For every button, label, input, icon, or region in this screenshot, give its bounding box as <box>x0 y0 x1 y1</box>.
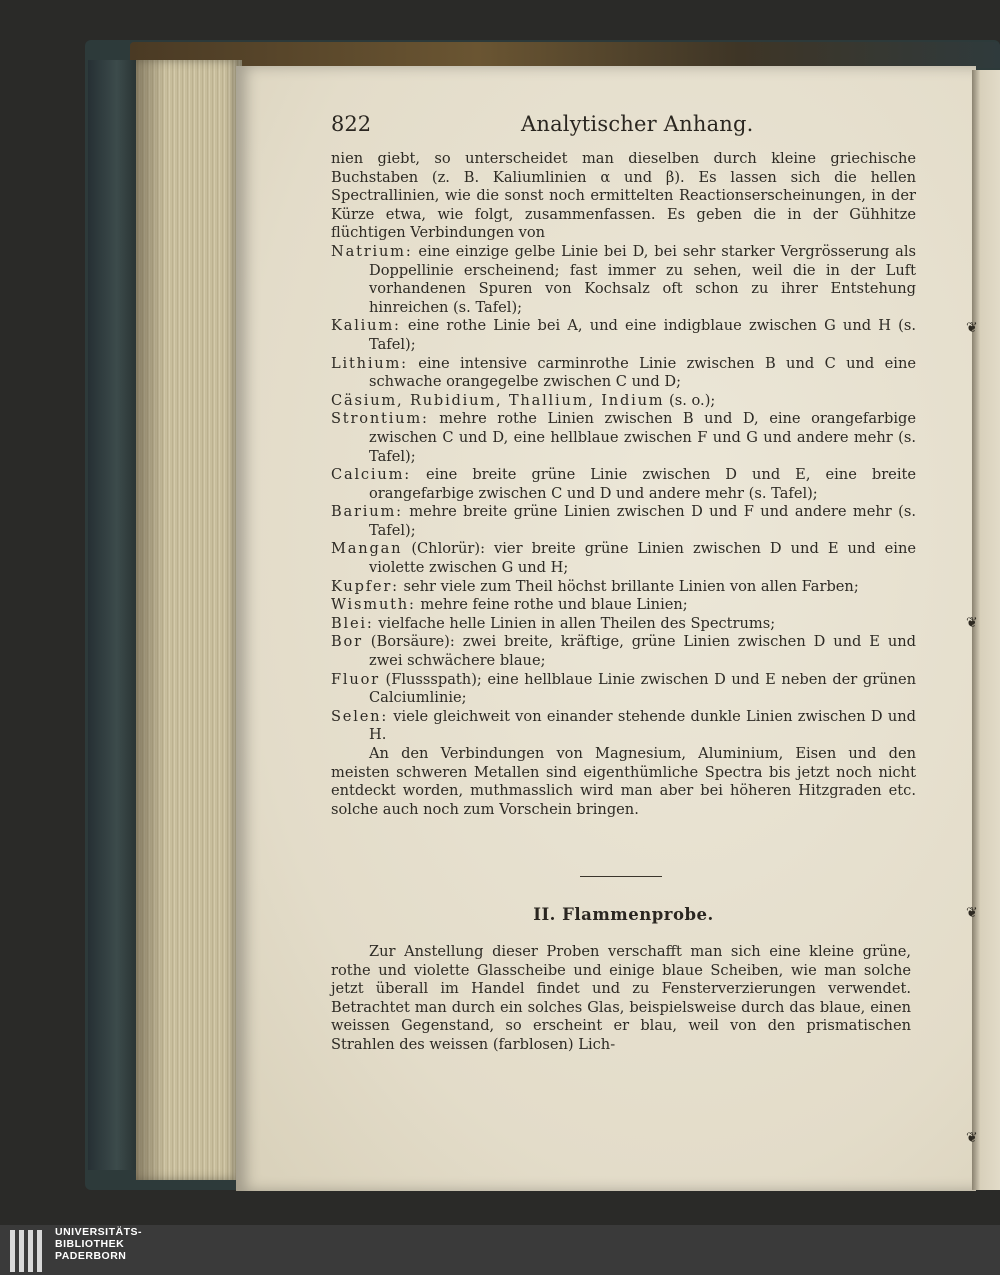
spectral-entry <box>331 243 916 317</box>
spectral-entry <box>331 392 916 411</box>
book-spine <box>88 60 136 1170</box>
logo-line: UNIVERSITÄTS- <box>55 1226 143 1238</box>
library-logo-text <box>55 1226 142 1262</box>
intro-paragraph: nien giebt, so unterscheidet man dieselben durch kleine griechische Buchstaben (z. B. Kaliumlinien α und β). Es lassen sich die hellen Spectrallinien, wie die sonst noch ermittelten Reactionserscheinungen, in der Kürze etwa, wie folgt, zusammenfassen. Es geben die in der Gühhitze flüchtigen Verbindungen von <box>331 150 916 242</box>
running-title: Analytischer Anhang. <box>521 112 754 136</box>
element-term: Bor <box>331 633 363 651</box>
element-term: Kalium: <box>331 317 401 335</box>
page-edges-shade <box>136 60 166 1180</box>
entry-description: viele gleichweit von einander stehende dunkle Linien zwischen D und H. <box>369 707 916 744</box>
section-divider <box>580 876 662 877</box>
page-number: 822 <box>331 112 372 136</box>
element-term: Natrium: <box>331 242 413 260</box>
page-header <box>331 112 921 142</box>
section-title: II. Flammenprobe. <box>533 905 714 924</box>
entry-description: mehre feine rothe und blaue Linien; <box>415 596 688 614</box>
spectral-entry <box>331 578 916 597</box>
element-term: Cäsium, Rubidium, Thallium, Indium <box>331 391 665 409</box>
element-term: Blei: <box>331 614 374 632</box>
entry-description: vielfache helle Linien in allen Theilen des Spectrums; <box>373 614 776 632</box>
spectral-entry <box>331 615 916 634</box>
binding-thread-icon: ❦ <box>966 1130 978 1146</box>
entry-description: (Chlorür): vier breite grüne Linien zwischen D und E und eine violette zwischen G und H; <box>369 540 916 577</box>
entry-description: sehr viele zum Theil höchst brillante Linien von allen Farben; <box>398 577 859 595</box>
element-term: Barium: <box>331 503 403 521</box>
page-body <box>331 150 916 819</box>
spectral-entry <box>331 355 916 392</box>
spectral-line-list <box>331 243 916 745</box>
element-term: Calcium: <box>331 466 411 484</box>
logo-line: PADERBORN <box>55 1250 127 1262</box>
spectral-entry <box>331 708 916 745</box>
spectral-entry <box>331 317 916 354</box>
entry-description: eine breite grüne Linie zwischen D und E, eine breite orangefarbige zwischen C und D und andere mehr (s. Tafel); <box>369 466 916 502</box>
entry-description: eine intensive carminrothe Linie zwischen B und C und eine schwache orangegelbe zwischen C und D; <box>369 354 916 391</box>
section-paragraph: Zur Anstellung dieser Proben verschafft man sich eine kleine grüne, rothe und violette Glasscheibe und einige blaue Scheiben, wie man solche jetzt überall im Handel findet und zu Fensterverzierungen verwendet. Betrachtet man durch ein solches Glas, beispielsweise durch das blaue, einen weissen Gegenstand, so erscheint er blau, weil von den prismatischen Strahlen des weissen (farblosen) Lich- <box>331 943 911 1053</box>
element-term: Mangan <box>331 540 403 558</box>
spectral-entry <box>331 596 916 615</box>
element-term: Strontium: <box>331 410 429 428</box>
spectral-entry <box>331 671 916 708</box>
right-page-edge <box>966 70 1000 1190</box>
footer-bar <box>0 1225 1000 1275</box>
entry-description: (Borsäure): zwei breite, kräftige, grüne Linien zwischen D und E und zwei schwächere blaue; <box>362 633 916 670</box>
entry-description: eine rothe Linie bei A, und eine indigblaue zwischen G und H (s. Tafel); <box>369 317 916 353</box>
cover-top-edge <box>130 42 1000 68</box>
entry-description: mehre rothe Linien zwischen B und D, eine orangefarbige zwischen C und D, eine hellblaue zwischen F und G und andere mehr (s. Tafel); <box>369 410 916 465</box>
element-term: Lithium: <box>331 354 408 372</box>
entry-description: eine einzige gelbe Linie bei D, bei sehr starker Vergrösserung als Doppellinie erscheinend; fast immer zu sehen, weil die in der Luft vorhandenen Spuren von Kochsalz oft schon zu ihrer Entstehung hinreichen (s. Tafel); <box>369 242 916 316</box>
spectral-entry <box>331 503 916 540</box>
binding-thread-icon: ❦ <box>966 905 978 921</box>
spectral-entry <box>331 466 916 503</box>
element-term: Fluor <box>331 670 380 688</box>
entry-description: (s. o.); <box>664 391 716 409</box>
spectral-entry <box>331 633 916 670</box>
element-term: Selen: <box>331 707 389 725</box>
element-term: Wismuth: <box>331 596 416 614</box>
entry-description: mehre breite grüne Linien zwischen D und F und andere mehr (s. Tafel); <box>369 503 916 539</box>
spectral-entry <box>331 410 916 466</box>
logo-line: BIBLIOTHEK <box>55 1238 125 1250</box>
element-term: Kupfer: <box>331 577 399 595</box>
entry-description: (Flussspath); eine hellblaue Linie zwischen D und E neben der grünen Calciumlinie; <box>369 670 916 707</box>
closing-paragraph: An den Verbindungen von Magnesium, Aluminium, Eisen und den meisten schweren Metallen sind eigenthümliche Spectra bis jetzt noch nicht entdeckt worden, muthmasslich wird man aber bei höheren Hitzgraden etc. solche auch noch zum Vorschein bringen. <box>331 745 916 818</box>
binding-thread-icon: ❦ <box>966 320 978 336</box>
binding-thread-icon: ❦ <box>966 615 978 631</box>
spectral-entry <box>331 540 916 577</box>
library-logo-icon <box>10 1228 50 1272</box>
